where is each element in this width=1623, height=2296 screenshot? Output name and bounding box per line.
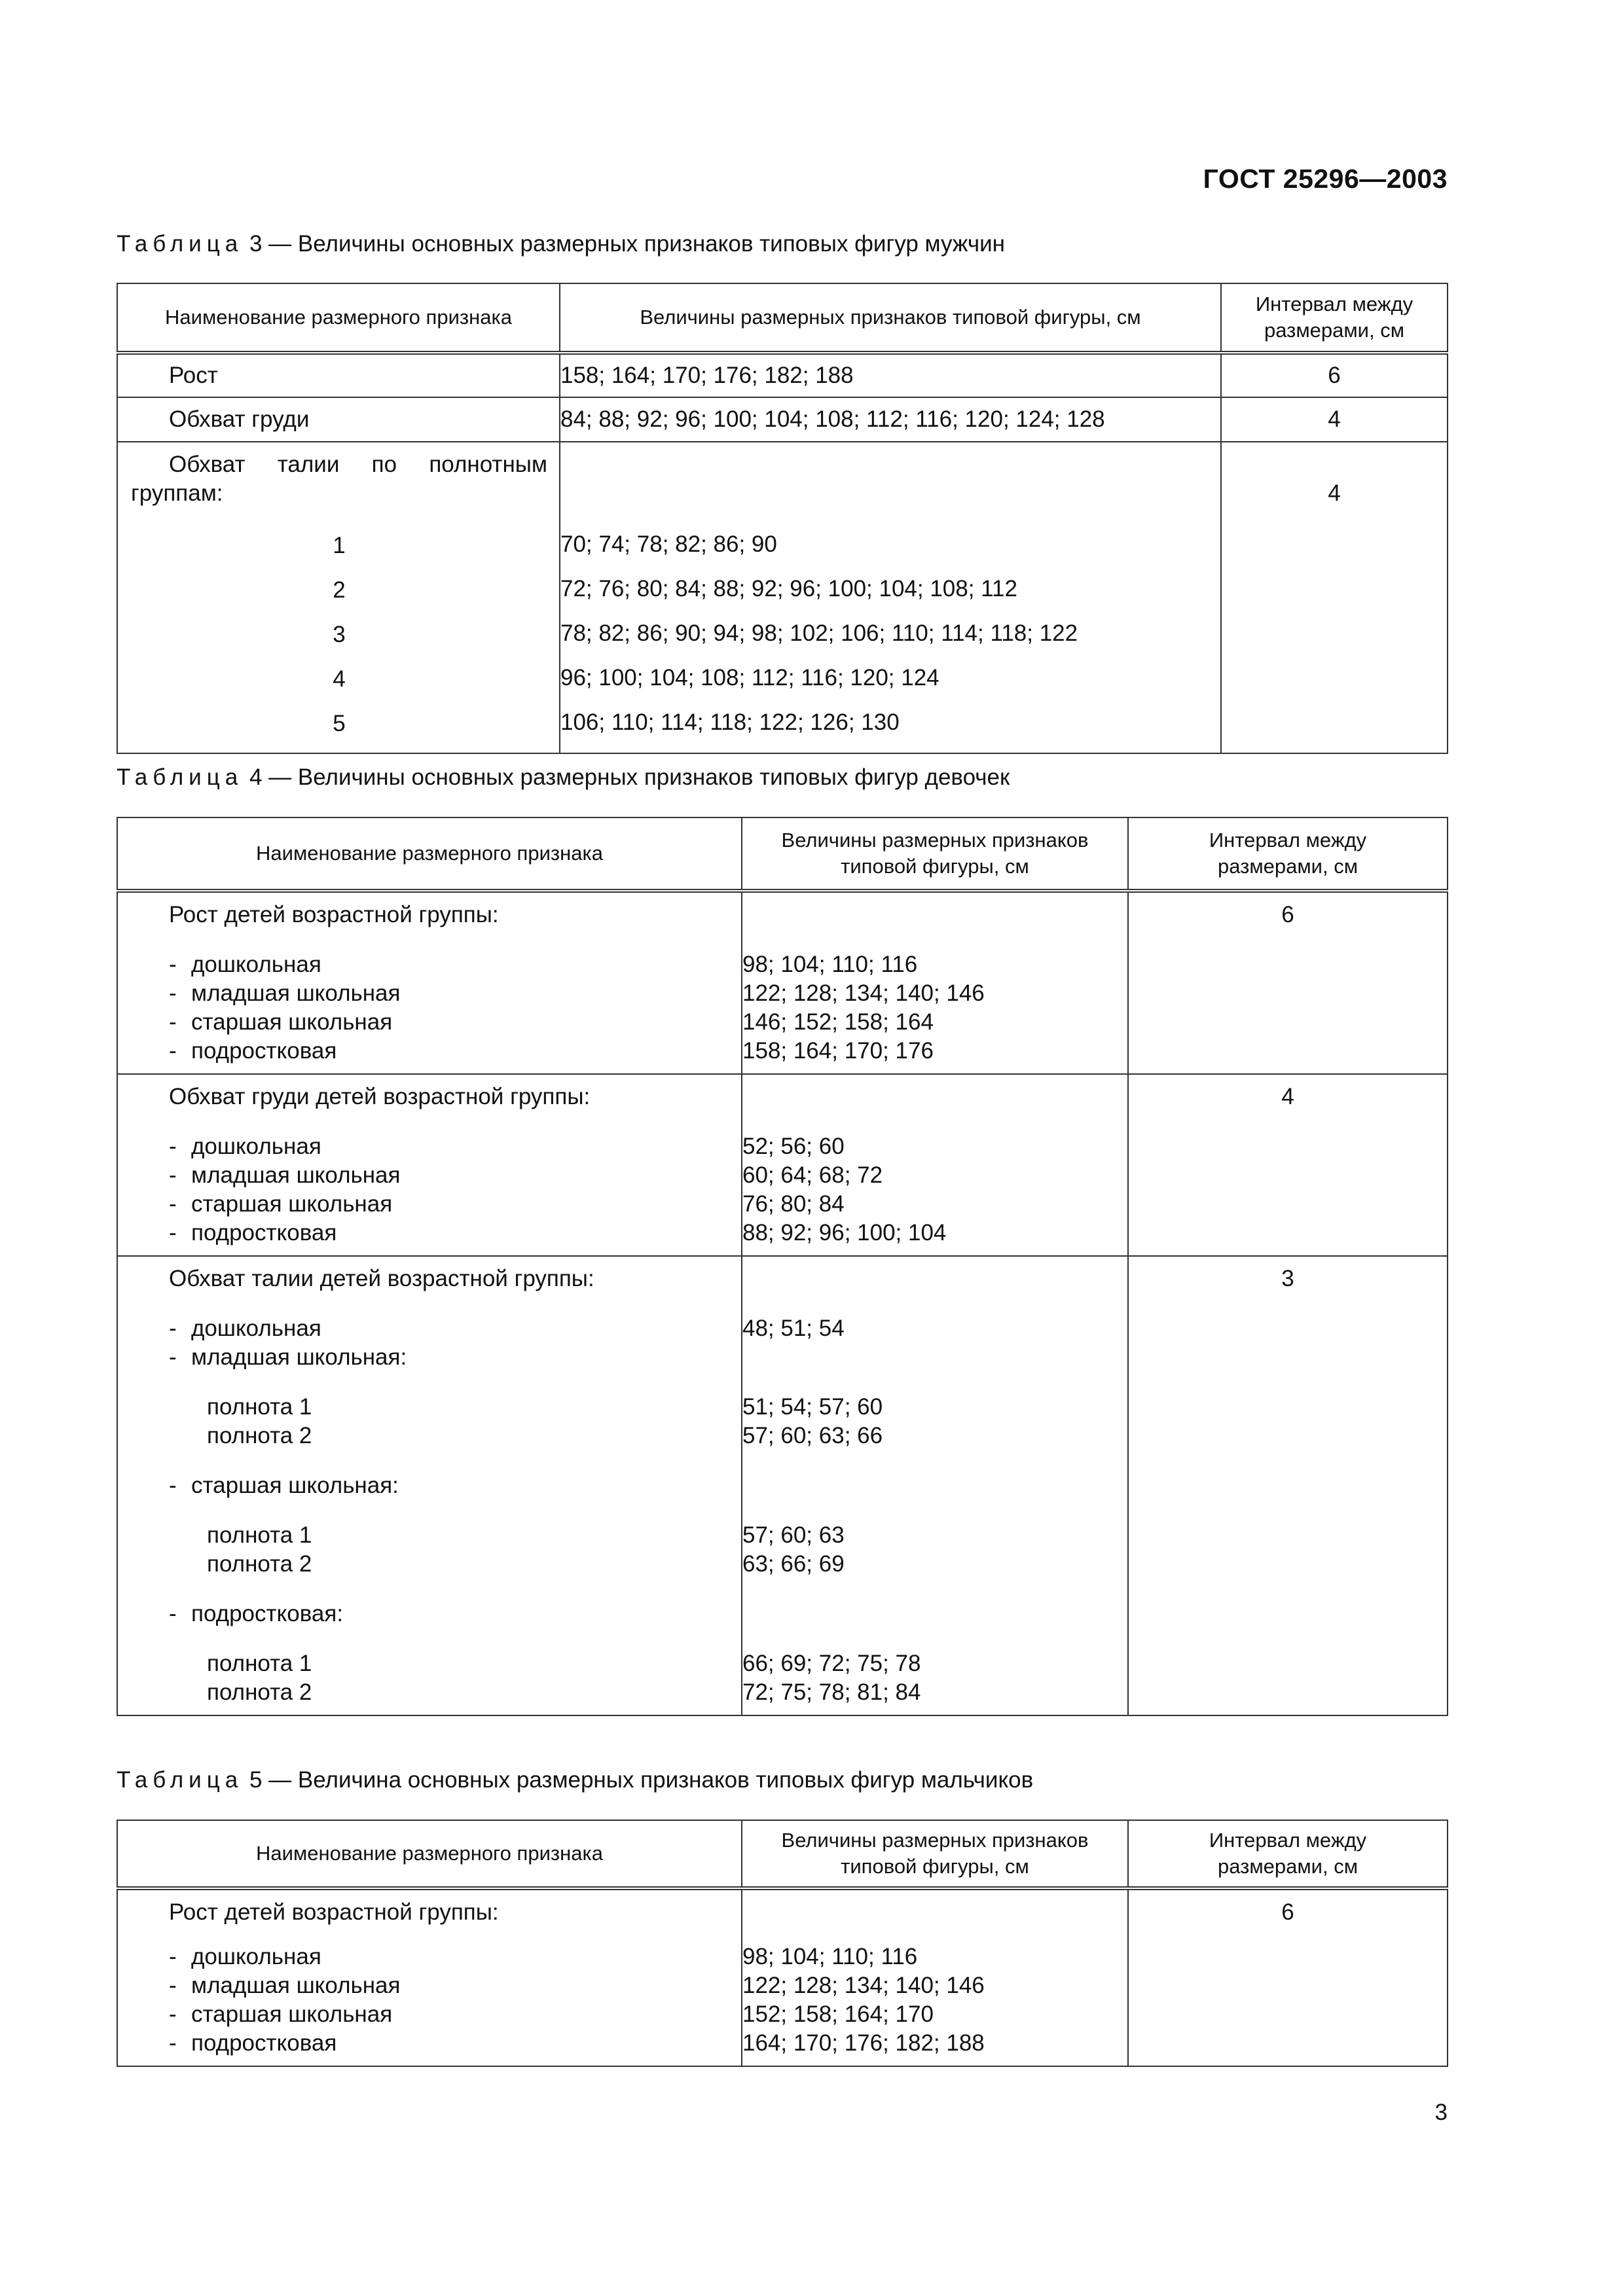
page-number: 3 <box>1434 2100 1448 2125</box>
list-values: 122; 128; 134; 140; 146 <box>742 980 985 1006</box>
section-interval: 6 <box>1281 1899 1294 1925</box>
table5 <box>117 1820 1448 2067</box>
group-values: 78; 82; 86; 90; 94; 98; 102; 106; 110; 114; 118; 122 <box>560 620 1078 646</box>
list-values: 164; 170; 176; 182; 188 <box>742 2030 985 2056</box>
table4-header-values: Величины размерных признаков типовой фигуры, см <box>742 817 1128 891</box>
group-number: 1 <box>333 533 346 558</box>
list-item: - дошкольная <box>118 950 741 979</box>
table-row <box>117 891 1448 1074</box>
table4-caption: Таблица 4 — Величины основных размерных признаков типовых фигур девочек <box>117 764 1010 790</box>
section-interval: 4 <box>1281 1084 1294 1109</box>
fullness-label: полнота 2 <box>207 1551 312 1577</box>
group-number: 5 <box>333 711 346 736</box>
row-interval: 6 <box>1221 353 1448 397</box>
list-item: - подростковая <box>118 1219 741 1247</box>
list-values: 51; 54; 57; 60 <box>742 1394 883 1420</box>
table5-caption: Таблица 5 — Величина основных размерных признаков типовых фигур мальчиков <box>117 1767 1034 1793</box>
list-item: - дошкольная <box>118 1314 741 1343</box>
section-title: Обхват груди детей возрастной группы: <box>169 1084 591 1109</box>
section-interval: 3 <box>1281 1266 1294 1291</box>
list-values: 72; 75; 78; 81; 84 <box>742 1679 921 1705</box>
fullness-label: полнота 1 <box>207 1394 312 1420</box>
list-values: 48; 51; 54 <box>742 1316 845 1341</box>
table3-header-values: Величины размерных признаков типовой фигуры, см <box>560 283 1221 353</box>
group-number: 3 <box>333 622 346 647</box>
group-number: 2 <box>333 577 346 603</box>
table3-caption: Таблица 3 — Величины основных размерных признаков типовых фигур мужчин <box>117 231 1006 257</box>
group-values: 70; 74; 78; 82; 86; 90 <box>560 531 777 557</box>
list-values: 63; 66; 69 <box>742 1551 845 1577</box>
list-item: - дошкольная <box>118 1943 741 1971</box>
list-item: - старшая школьная <box>118 1008 741 1037</box>
list-values: 52; 56; 60 <box>742 1134 845 1159</box>
table5-header-interval: Интервал между размерами, см <box>1128 1820 1448 1888</box>
list-item: - подростковая <box>118 2029 741 2058</box>
table-row <box>117 1074 1448 1256</box>
table3-header-name: Наименование размерного признака <box>117 283 560 353</box>
row-label: Рост <box>117 353 560 397</box>
list-item: - младшая школьная: <box>118 1343 741 1372</box>
section-title: Обхват талии детей возрастной группы: <box>169 1266 594 1291</box>
section-interval: 6 <box>1281 902 1294 927</box>
fullness-label: полнота 1 <box>207 1522 312 1548</box>
list-values: 88; 92; 96; 100; 104 <box>742 1220 947 1246</box>
table-row <box>117 397 1448 442</box>
list-values: 76; 80; 84 <box>742 1191 845 1217</box>
row-label: Обхват груди <box>117 397 560 442</box>
list-item: - подростковая <box>118 1037 741 1066</box>
section-title: Рост детей возрастной группы: <box>169 902 499 927</box>
list-item: - младшая школьная <box>118 1161 741 1190</box>
list-item: - старшая школьная <box>118 2000 741 2029</box>
table4-header-interval: Интервал между размерами, см <box>1128 817 1448 891</box>
list-item: - младшая школьная <box>118 979 741 1008</box>
list-values: 152; 158; 164; 170 <box>742 2001 934 2027</box>
table-row <box>117 1256 1448 1715</box>
table4 <box>117 817 1448 1716</box>
waist-label-line2: группам: <box>131 480 223 506</box>
fullness-label: полнота 2 <box>207 1679 312 1705</box>
row-values: 158; 164; 170; 176; 182; 188 <box>560 353 1221 397</box>
table-row <box>117 353 1448 397</box>
list-values: 98; 104; 110; 116 <box>742 1944 918 1969</box>
list-item: - старшая школьная: <box>118 1471 741 1500</box>
list-values: 158; 164; 170; 176 <box>742 1038 934 1064</box>
list-values: 98; 104; 110; 116 <box>742 952 918 977</box>
group-number: 4 <box>333 666 346 692</box>
list-item: - старшая школьная <box>118 1190 741 1219</box>
group-values: 72; 76; 80; 84; 88; 92; 96; 100; 104; 108; 112 <box>560 576 1017 601</box>
fullness-label: полнота 1 <box>207 1651 312 1676</box>
group-values: 96; 100; 104; 108; 112; 116; 120; 124 <box>560 665 939 691</box>
table5-header-name: Наименование размерного признака <box>117 1820 742 1888</box>
list-values: 57; 60; 63; 66 <box>742 1423 883 1448</box>
row-values: 84; 88; 92; 96; 100; 104; 108; 112; 116; 120; 124; 128 <box>560 397 1221 442</box>
waist-interval: 4 <box>1221 442 1448 753</box>
fullness-label: полнота 2 <box>207 1423 312 1448</box>
section-title: Рост детей возрастной группы: <box>169 1899 499 1925</box>
waist-label-line1: Обхват талии по полнотным <box>169 452 547 477</box>
list-item: - младшая школьная <box>118 1971 741 2000</box>
list-item: - дошкольная <box>118 1132 741 1161</box>
table4-header-name: Наименование размерного признака <box>117 817 742 891</box>
group-values: 106; 110; 114; 118; 122; 126; 130 <box>560 709 900 735</box>
list-values: 60; 64; 68; 72 <box>742 1162 883 1188</box>
list-values: 122; 128; 134; 140; 146 <box>742 1973 985 1998</box>
list-item: - подростковая: <box>118 1600 741 1628</box>
table-row <box>117 442 1448 753</box>
list-values: 57; 60; 63 <box>742 1522 845 1548</box>
standard-number: ГОСТ 25296—2003 <box>1203 164 1448 194</box>
list-values: 66; 69; 72; 75; 78 <box>742 1651 921 1676</box>
table-row <box>117 1888 1448 2066</box>
table3-header-interval: Интервал между размерами, см <box>1221 283 1448 353</box>
list-values: 146; 152; 158; 164 <box>742 1009 934 1035</box>
row-interval: 4 <box>1221 397 1448 442</box>
table5-header-values: Величины размерных признаков типовой фигуры, см <box>742 1820 1128 1888</box>
table3 <box>117 283 1448 754</box>
